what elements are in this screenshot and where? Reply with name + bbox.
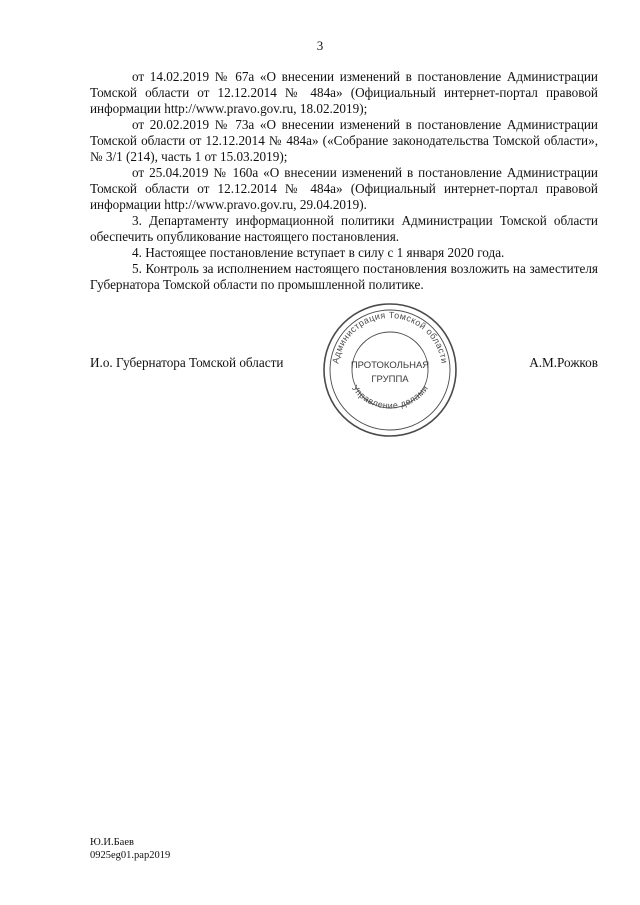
- footer-author: Ю.И.Баев: [90, 837, 134, 848]
- page-number: 3: [316, 38, 324, 53]
- document-footer: [90, 836, 170, 862]
- footer-file-code: 0925eg01.pap2019: [90, 850, 171, 861]
- paragraph-item-5: 5. Контроль за исполнением настоящего постановления возложить на заместителя Губернатора Томской области по промышленной политике.: [90, 261, 598, 292]
- paragraph-amendment-160a: от 25.04.2019 № 160а «О внесении изменений в постановление Администрации Томской области от 12.12.2014 № 484а» (Официальный интернет-портал правовой информации http://www.pravo.gov.ru, 29.04.2019).: [90, 165, 598, 212]
- signatory-name: А.М.Рожков: [529, 355, 598, 370]
- stamp-center-line1: ПРОТОКОЛЬНАЯ: [350, 360, 430, 371]
- paragraph-amendment-73a: от 20.02.2019 № 73а «О внесении изменений в постановление Администрации Томской области от 12.12.2014 № 484а» («Собрание законодательства Томской области», № 3/1 (214), часть 1 от 15.03.2019);: [90, 117, 598, 164]
- stamp-outer-bottom-text: Управление делами: [349, 383, 431, 411]
- signatory-title: И.о. Губернатора Томской области: [90, 355, 284, 370]
- paragraph-item-3: 3. Департаменту информационной политики Администрации Томской области обеспечить опубликование настоящего постановления.: [90, 213, 598, 244]
- signature-row: [90, 355, 598, 373]
- paragraph-amendment-67a: от 14.02.2019 № 67а «О внесении изменений в постановление Администрации Томской области от 12.12.2014 № 484а» (Официальный интернет-портал правовой информации http://www.pravo.gov.ru, 18.02.2019);: [90, 69, 598, 116]
- paragraph-item-4: 4. Настоящее постановление вступает в силу с 1 января 2020 года.: [132, 245, 505, 260]
- document-body: [90, 69, 598, 293]
- stamp-outer-top-text: Администрация Томской области: [330, 309, 450, 365]
- stamp-center-line2: ГРУППА: [371, 374, 409, 385]
